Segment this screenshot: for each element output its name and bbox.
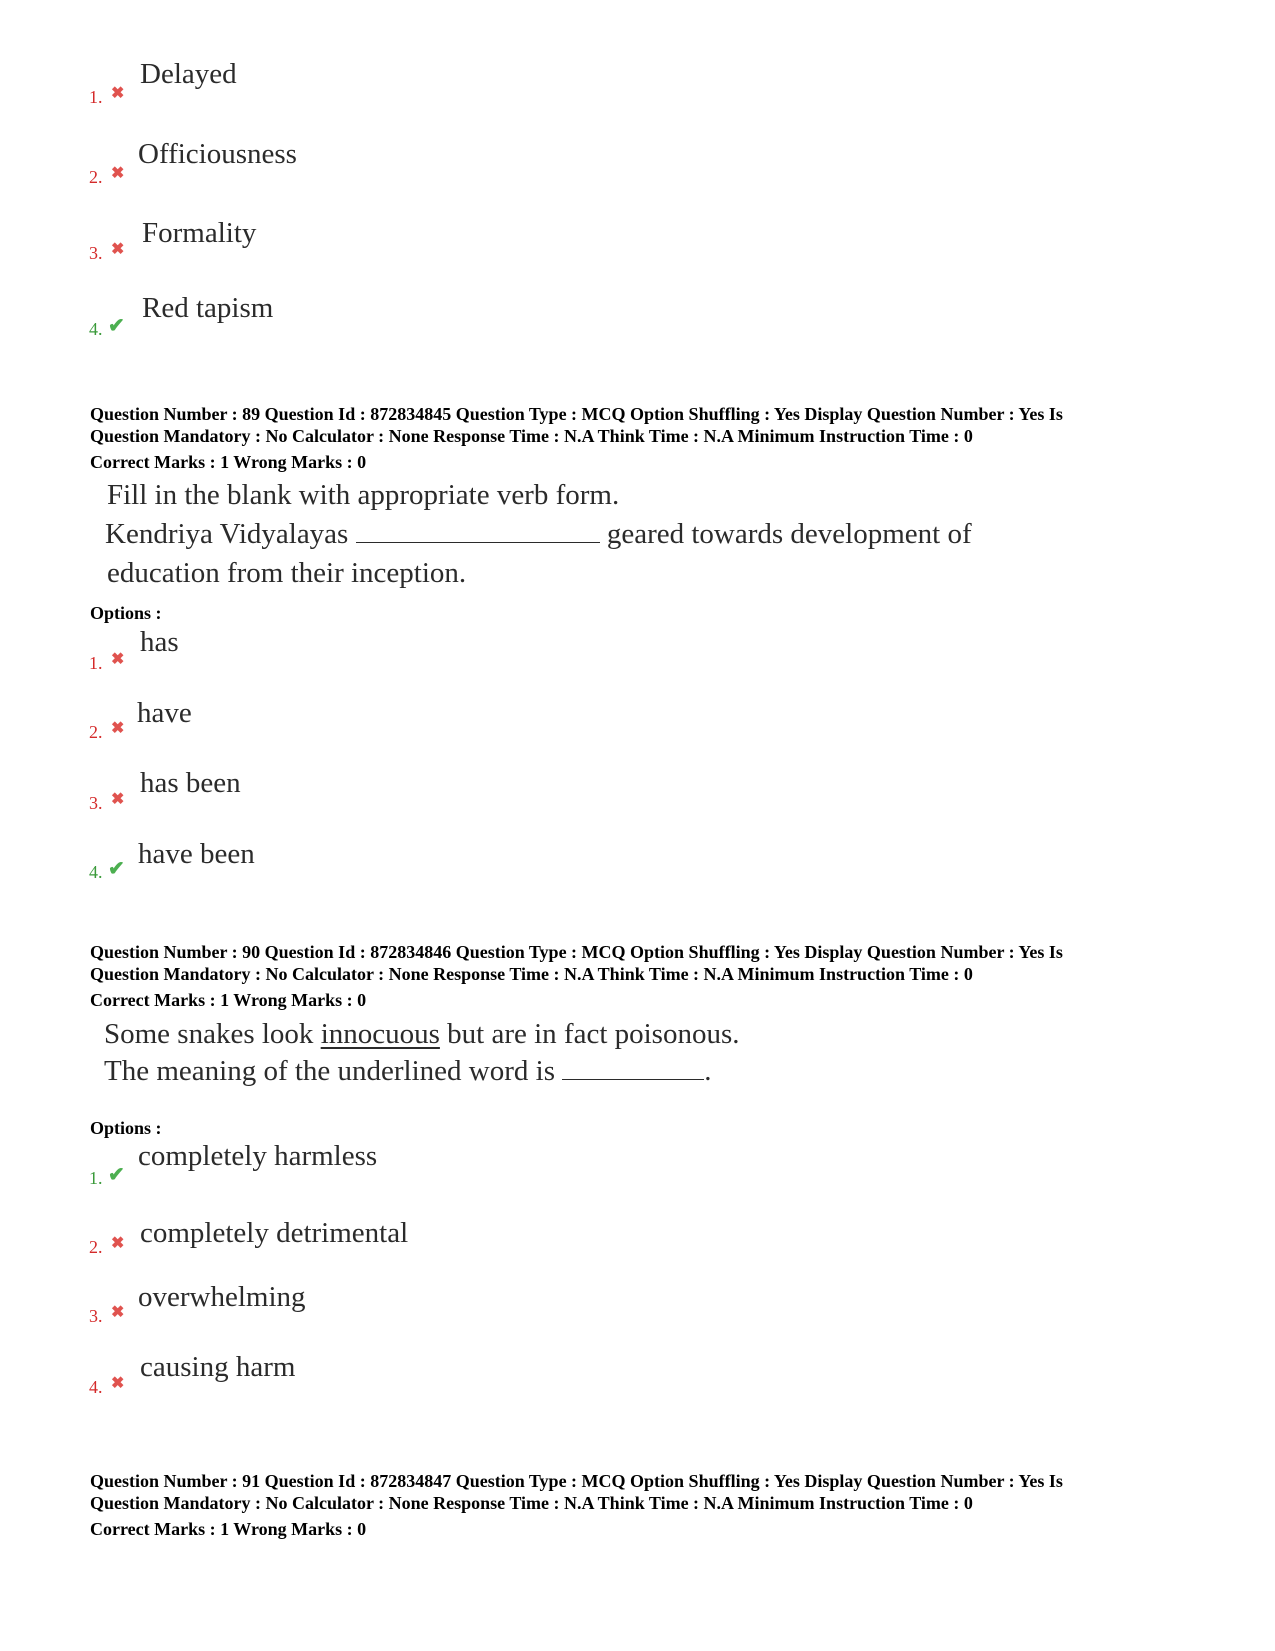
question-meta-line: Question Mandatory : No Calculator : None Response Time : N.A Think Time : N.A Minimum Instruction Time : 0 (90, 964, 973, 984)
option-text[interactable]: completely harmless (138, 1140, 378, 1172)
option-number: 2. (89, 1237, 103, 1257)
check-icon: ✔ (108, 858, 125, 880)
cross-icon: ✖ (111, 165, 125, 182)
question-text-line (105, 518, 972, 551)
option-text[interactable]: causing harm (140, 1351, 296, 1383)
option-text[interactable]: has (140, 626, 179, 658)
option-text[interactable]: have (137, 697, 192, 729)
option-number: 1. (89, 87, 103, 107)
options-label: Options : (90, 1118, 162, 1138)
question-text-segment: but are in fact poisonous. (447, 1018, 740, 1050)
option-text[interactable]: overwhelming (138, 1281, 306, 1313)
option-number: 4. (89, 862, 103, 882)
option-text[interactable]: completely detrimental (140, 1217, 409, 1249)
question-marks: Correct Marks : 1 Wrong Marks : 0 (90, 990, 367, 1010)
option-number: 3. (89, 793, 103, 813)
option-text[interactable]: Delayed (140, 58, 237, 90)
cross-icon: ✖ (111, 241, 125, 258)
blank-line (562, 1057, 704, 1080)
option-number: 2. (89, 722, 103, 742)
question-text-line: education from their inception. (107, 557, 467, 589)
question-meta-line: Question Number : 90 Question Id : 872834846 Question Type : MCQ Option Shuffling : Yes Display Question Number : Yes Is (90, 942, 1063, 962)
question-text-segment: Some snakes look (104, 1018, 314, 1050)
option-text[interactable]: Red tapism (142, 292, 274, 324)
cross-icon: ✖ (111, 1375, 125, 1392)
cross-icon: ✖ (111, 651, 125, 668)
underlined-word: innocuous (320, 1018, 440, 1050)
option-text[interactable]: Officiousness (138, 138, 297, 170)
cross-icon: ✖ (111, 1235, 125, 1252)
option-number: 3. (89, 243, 103, 263)
question-text-line: Fill in the blank with appropriate verb form. (107, 479, 620, 511)
question-marks: Correct Marks : 1 Wrong Marks : 0 (90, 1519, 367, 1539)
question-text-segment: . (704, 1055, 712, 1087)
question-meta-line: Question Number : 91 Question Id : 872834847 Question Type : MCQ Option Shuffling : Yes Display Question Number : Yes Is (90, 1471, 1063, 1491)
options-label: Options : (90, 603, 162, 623)
option-number: 1. (89, 653, 103, 673)
cross-icon: ✖ (111, 1304, 125, 1321)
question-text-line (104, 1018, 740, 1051)
option-number: 3. (89, 1306, 103, 1326)
option-number: 2. (89, 167, 103, 187)
option-number: 4. (89, 1377, 103, 1397)
option-number: 4. (89, 319, 103, 339)
question-marks: Correct Marks : 1 Wrong Marks : 0 (90, 452, 367, 472)
question-text-segment: geared towards development of (606, 518, 972, 550)
option-text[interactable]: Formality (142, 217, 257, 249)
option-text[interactable]: have been (138, 838, 255, 870)
question-text-segment: Kendriya Vidyalayas (105, 518, 349, 550)
check-icon: ✔ (108, 315, 125, 337)
blank-line (356, 520, 600, 543)
question-meta-line: Question Mandatory : No Calculator : None Response Time : N.A Think Time : N.A Minimum Instruction Time : 0 (90, 426, 973, 446)
question-meta-line: Question Number : 89 Question Id : 872834845 Question Type : MCQ Option Shuffling : Yes Display Question Number : Yes Is (90, 404, 1063, 424)
cross-icon: ✖ (111, 791, 125, 808)
question-text-line (104, 1055, 712, 1088)
option-text[interactable]: has been (140, 767, 241, 799)
check-icon: ✔ (108, 1164, 125, 1186)
option-number: 1. (89, 1168, 103, 1188)
cross-icon: ✖ (111, 85, 125, 102)
cross-icon: ✖ (111, 720, 125, 737)
question-text-segment: The meaning of the underlined word is (104, 1055, 555, 1087)
question-meta-line: Question Mandatory : No Calculator : None Response Time : N.A Think Time : N.A Minimum Instruction Time : 0 (90, 1493, 973, 1513)
